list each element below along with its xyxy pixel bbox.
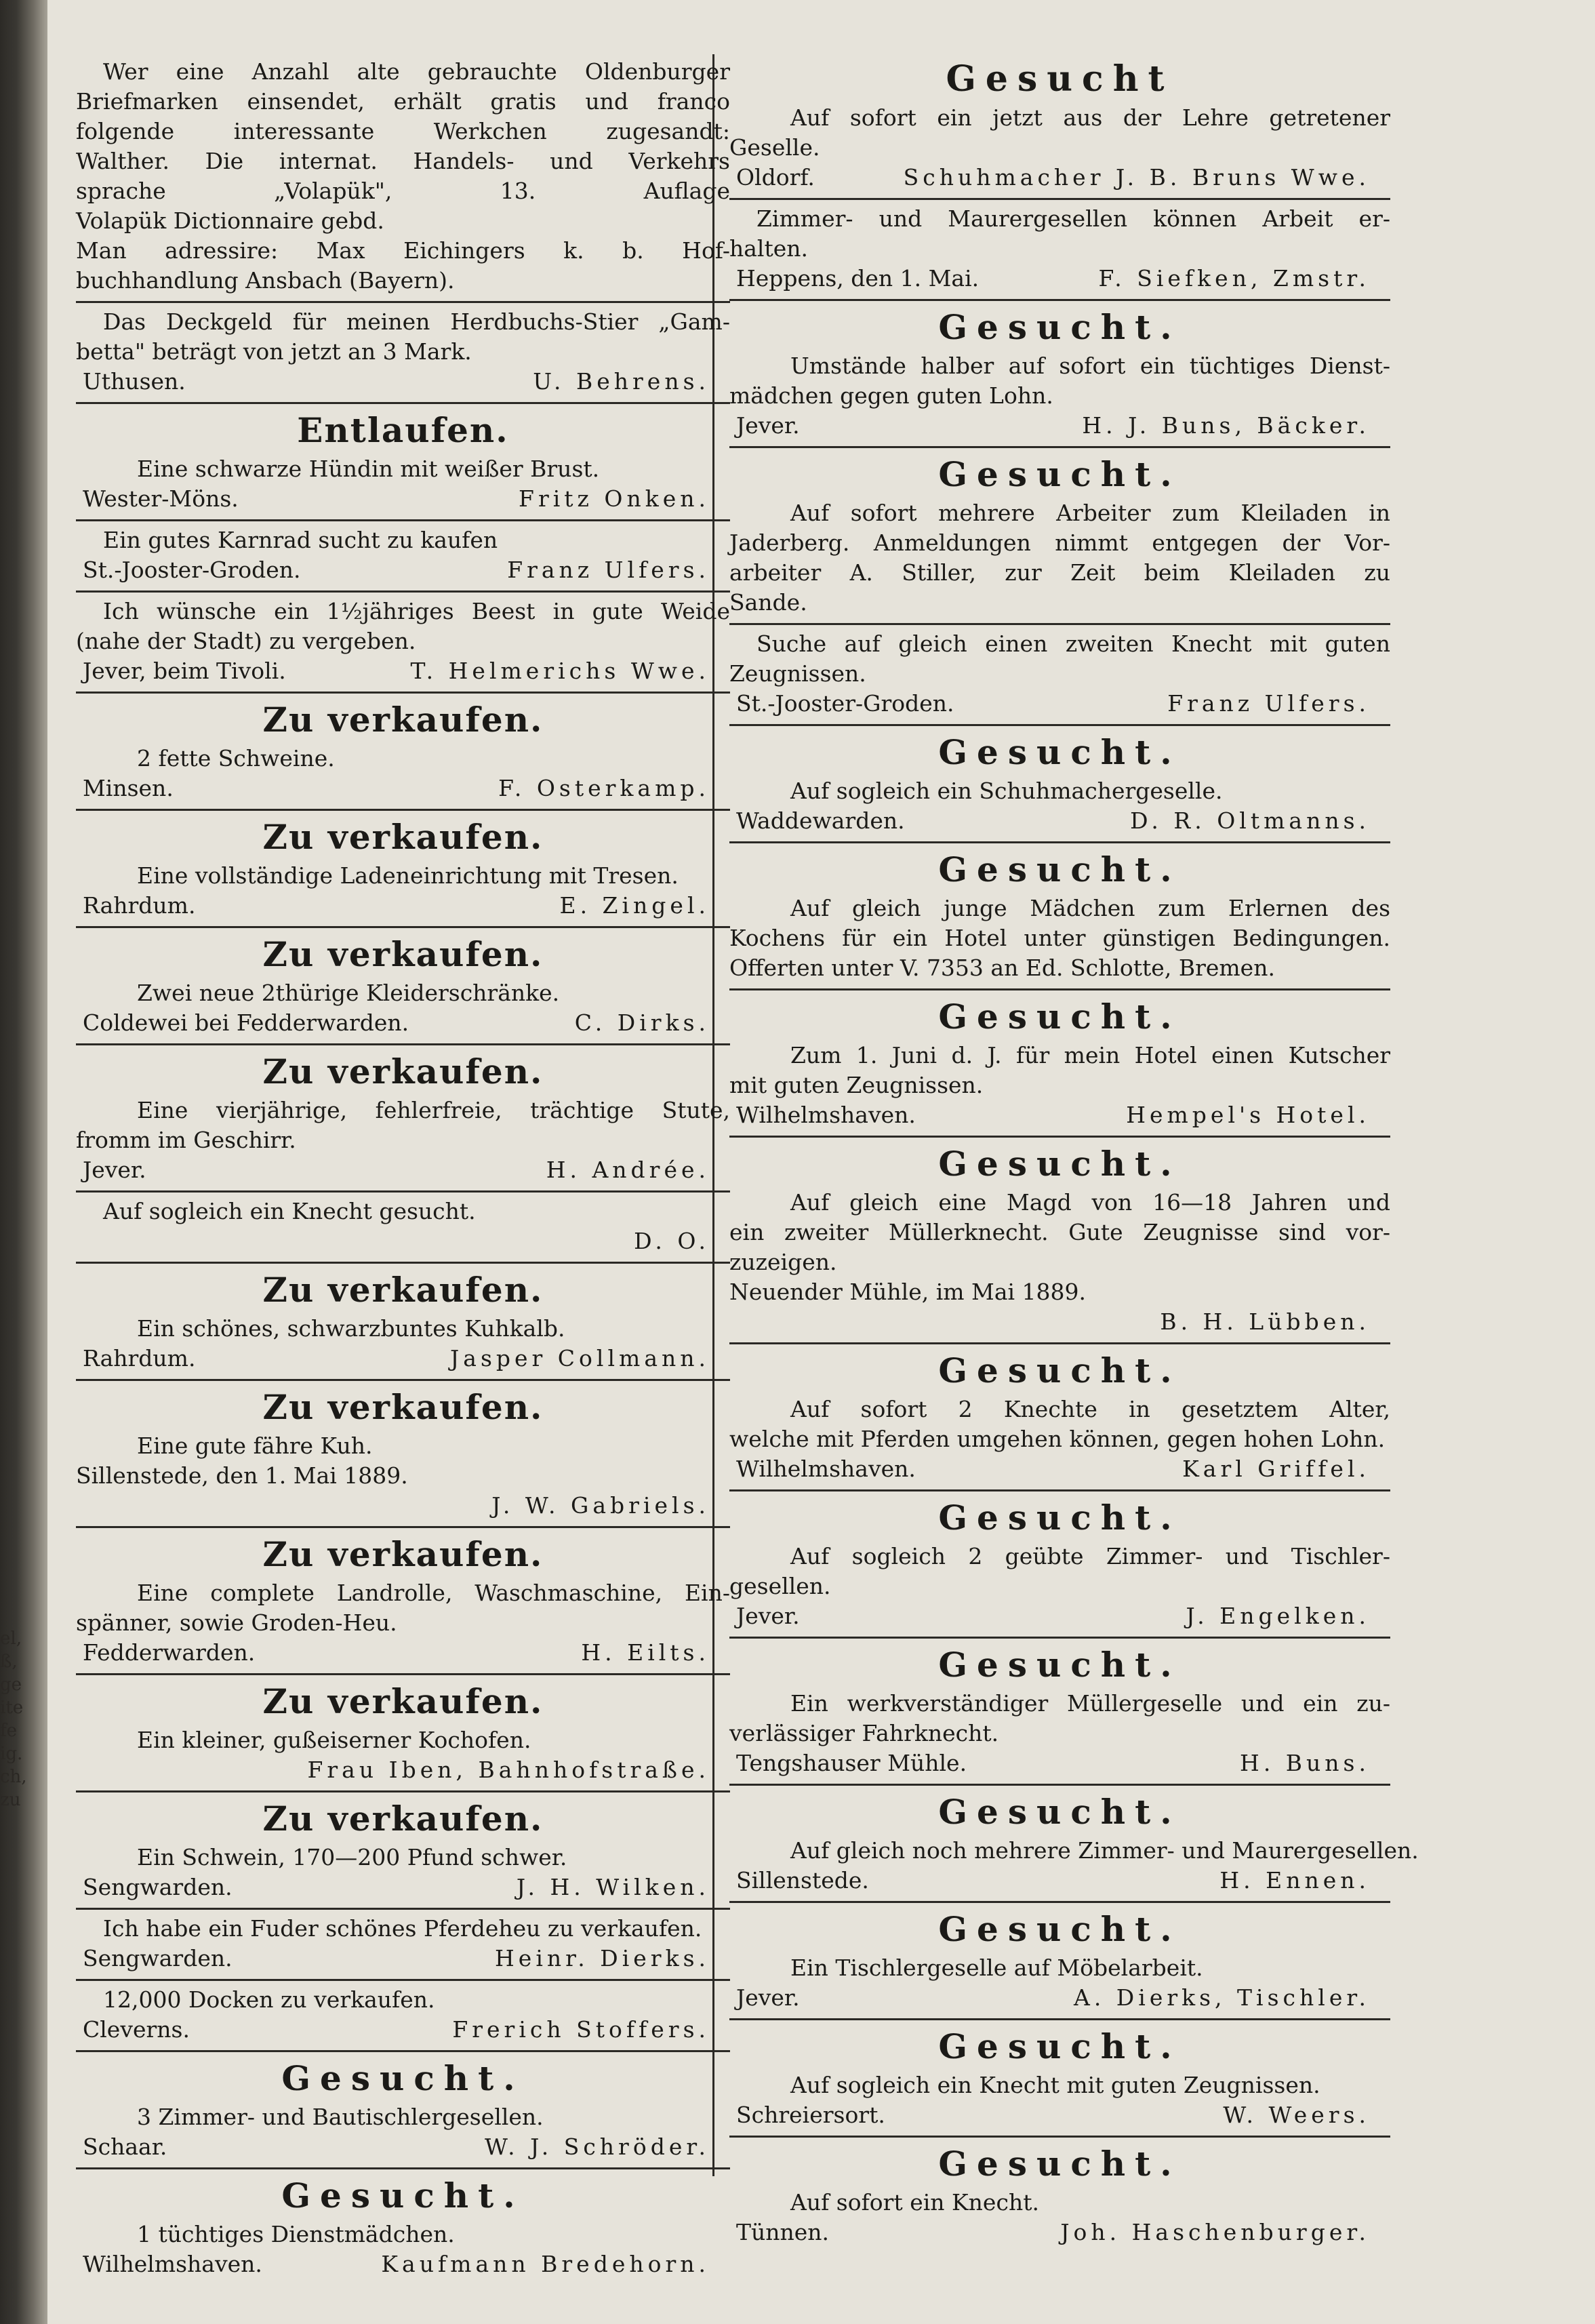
left-edge-fragments bbox=[0, 1627, 45, 2305]
ad-signer: H. Buns. bbox=[1240, 1750, 1370, 1776]
ad-signature bbox=[76, 1226, 730, 1256]
ad-text-line: verlässiger Fahrknecht. bbox=[729, 1720, 999, 1746]
advertisement bbox=[76, 1675, 730, 1792]
ad-place: Sillenstede. bbox=[736, 1867, 869, 1894]
ad-signature bbox=[729, 264, 1390, 294]
ad-signer: J. W. Gabriels. bbox=[491, 1492, 710, 1519]
ad-heading: Zu verkaufen. bbox=[262, 1681, 544, 1721]
advertisement bbox=[76, 928, 730, 1045]
ad-signer: F. Osterkamp. bbox=[498, 775, 710, 801]
ad-signature bbox=[76, 1638, 730, 1668]
ad-text-line: Eine vierjährige, fehlerfreie, trächtige Stute, bbox=[137, 1097, 730, 1123]
ad-signer: Frau Iben, Bahnhofstraße. bbox=[307, 1757, 710, 1783]
ad-heading: Gesucht. bbox=[938, 849, 1182, 889]
ad-text-line: 3 Zimmer- und Bautischlergesellen. bbox=[137, 2104, 544, 2130]
ad-signer: Heinr. Dierks. bbox=[495, 1945, 710, 1971]
ad-text-line: Sillenstede, den 1. Mai 1889. bbox=[76, 1462, 408, 1489]
ad-heading: Zu verkaufen. bbox=[262, 1534, 544, 1574]
ad-text-line: arbeiter A. Stiller, zur Zeit beim Kleiladen zu bbox=[729, 559, 1390, 586]
left-column bbox=[76, 53, 730, 2285]
ad-text-line: Auf sofort ein Knecht. bbox=[790, 2189, 1039, 2216]
ad-heading: Gesucht. bbox=[938, 1350, 1182, 1390]
advertisement bbox=[729, 990, 1390, 1138]
ad-text-line: spänner, sowie Groden-Heu. bbox=[76, 1609, 397, 1636]
ad-signature bbox=[729, 689, 1390, 719]
ad-place: Schreiersort. bbox=[736, 2102, 885, 2128]
ad-text-line: Auf gleich eine Magd von 16—18 Jahren und bbox=[790, 1189, 1390, 1216]
ad-signer: J. H. Wilken. bbox=[516, 1874, 710, 1900]
ad-text-line: buchhandlung Ansbach (Bayern). bbox=[76, 267, 455, 294]
ad-place: Rahrdum. bbox=[83, 1345, 196, 1371]
advertisement bbox=[729, 301, 1390, 448]
ad-signature bbox=[729, 1100, 1390, 1130]
ad-text-line: Das Deckgeld für meinen Herdbuchs-Stier „Gam- bbox=[103, 308, 730, 335]
ad-text-line: 1 tüchtiges Dienstmädchen. bbox=[137, 2221, 455, 2247]
ad-text-line: 2 fette Schweine. bbox=[137, 745, 335, 772]
advertisement bbox=[76, 694, 730, 811]
ad-place: Jever. bbox=[736, 1603, 800, 1629]
advertisement bbox=[729, 625, 1390, 726]
advertisement bbox=[729, 1639, 1390, 1786]
ad-heading: Gesucht bbox=[946, 58, 1174, 100]
ad-text-line: Man adressire: Max Eichingers k. b. Hof- bbox=[76, 237, 730, 264]
ad-text-line: Umstände halber auf sofort ein tüchtiges Dienst- bbox=[790, 353, 1390, 379]
ad-place: Schaar. bbox=[83, 2133, 167, 2160]
ad-signature bbox=[729, 1454, 1390, 1484]
ad-heading: Gesucht. bbox=[281, 2058, 525, 2098]
advertisement bbox=[729, 2020, 1390, 2138]
ad-heading: Gesucht. bbox=[938, 1792, 1182, 1832]
ad-text-line: Briefmarken einsendet, erhält gratis und franco bbox=[76, 88, 730, 115]
advertisement bbox=[76, 521, 730, 593]
ad-text-line: sprache „Volapük", 13. Auflage bbox=[76, 178, 730, 204]
ad-signature bbox=[76, 1944, 730, 1974]
ad-signer: Karl Griffel. bbox=[1182, 1456, 1370, 1482]
ad-text-line: betta" beträgt von jetzt an 3 Mark. bbox=[76, 338, 472, 365]
ad-signature bbox=[729, 1748, 1390, 1778]
ad-text-line: Ein Tischlergeselle auf Möbelarbeit. bbox=[790, 1955, 1203, 1981]
ad-heading: Zu verkaufen. bbox=[262, 700, 544, 740]
ad-place: St.-Jooster-Groden. bbox=[736, 690, 954, 717]
advertisement bbox=[729, 726, 1390, 843]
ad-signer: H. Eilts. bbox=[581, 1639, 710, 1666]
ad-place: Rahrdum. bbox=[83, 892, 196, 919]
advertisement bbox=[729, 2138, 1390, 2253]
ad-signature bbox=[76, 891, 730, 921]
ad-place: Wester-Möns. bbox=[83, 485, 239, 512]
ad-signature bbox=[76, 367, 730, 397]
ad-heading: Entlaufen. bbox=[297, 410, 509, 450]
ad-text-line: welche mit Pferden umgehen können, gegen hohen Lohn. bbox=[729, 1426, 1386, 1452]
ad-place: Waddewarden. bbox=[736, 807, 905, 834]
ad-place: Oldorf. bbox=[736, 164, 815, 191]
ad-signer: Franz Ulfers. bbox=[507, 557, 710, 583]
edge-fragment: ig. bbox=[0, 1744, 23, 1764]
advertisement bbox=[76, 1910, 730, 1981]
ad-text-line: Auf sogleich ein Schuhmachergeselle. bbox=[790, 778, 1223, 804]
ad-signer: Fritz Onken. bbox=[519, 485, 710, 512]
ad-text-line: mädchen gegen guten Lohn. bbox=[729, 382, 1053, 409]
ad-text-line: Zum 1. Juni d. J. für mein Hotel einen Kutscher bbox=[790, 1042, 1390, 1068]
ad-place: Jever, beim Tivoli. bbox=[83, 658, 286, 684]
advertisement bbox=[76, 2052, 730, 2169]
ad-text-line: Ich wünsche ein 1½jähriges Beest in gute Weide bbox=[103, 598, 730, 624]
ad-place: Jever. bbox=[736, 1984, 800, 2011]
ad-place: Wilhelmshaven. bbox=[736, 1102, 916, 1128]
ad-text-line: Eine vollständige Ladeneinrichtung mit Tresen. bbox=[137, 862, 679, 889]
advertisement bbox=[76, 53, 730, 303]
edge-fragment: ch, bbox=[0, 1767, 27, 1787]
ad-heading: Zu verkaufen. bbox=[262, 817, 544, 857]
ad-signature bbox=[76, 2249, 730, 2279]
ad-text-line: Auf sofort ein jetzt aus der Lehre getretener bbox=[790, 104, 1390, 131]
ad-text-line: Kochens für ein Hotel unter günstigen Bedingungen. bbox=[729, 925, 1390, 951]
ad-heading: Zu verkaufen. bbox=[262, 1799, 544, 1839]
ad-place bbox=[301, 1755, 308, 1785]
ad-signer: H. J. Buns, Bäcker. bbox=[1082, 412, 1370, 439]
advertisement bbox=[729, 448, 1390, 625]
ad-text-line: 12,000 Docken zu verkaufen. bbox=[103, 1986, 435, 2013]
ad-signature bbox=[76, 555, 730, 585]
ad-heading: Gesucht. bbox=[938, 732, 1182, 772]
ad-heading: Gesucht. bbox=[938, 1498, 1182, 1538]
ad-text-line: Ein kleiner, gußeiserner Kochofen. bbox=[137, 1727, 531, 1753]
ad-text-line: folgende interessante Werkchen zugesandt: bbox=[76, 118, 730, 144]
ad-signature bbox=[76, 1155, 730, 1185]
ad-text-line: fromm im Geschirr. bbox=[76, 1127, 296, 1153]
ad-text-line: Ein gutes Karnrad sucht zu kaufen bbox=[103, 527, 498, 553]
ad-signer: D. O. bbox=[634, 1228, 710, 1254]
ad-heading: Gesucht. bbox=[938, 307, 1182, 347]
ad-heading: Gesucht. bbox=[938, 2026, 1182, 2066]
advertisement bbox=[76, 811, 730, 928]
ad-signature bbox=[729, 806, 1390, 836]
edge-fragment: ß, bbox=[0, 1651, 18, 1672]
advertisement bbox=[76, 1264, 730, 1381]
ad-text-line: Volapük Dictionnaire gebd. bbox=[76, 207, 384, 234]
ad-signer: U. Behrens. bbox=[533, 368, 710, 395]
advertisement bbox=[76, 593, 730, 694]
advertisement bbox=[76, 1193, 730, 1264]
advertisement bbox=[76, 404, 730, 521]
ad-text-line: Walther. Die internat. Handels- und Verkehrs bbox=[76, 148, 730, 174]
ad-place bbox=[627, 1226, 634, 1256]
advertisement bbox=[729, 53, 1390, 200]
ad-signature bbox=[76, 484, 730, 514]
ad-place: Jever. bbox=[83, 1157, 146, 1183]
ad-text-line: Auf sogleich ein Knecht mit guten Zeugnissen. bbox=[790, 2072, 1320, 2098]
ad-signature bbox=[729, 1983, 1390, 2013]
ad-signer: F. Siefken, Zmstr. bbox=[1098, 265, 1370, 292]
ad-heading: Gesucht. bbox=[938, 1645, 1182, 1685]
ad-heading: Gesucht. bbox=[938, 997, 1182, 1037]
ad-signer: J. Engelken. bbox=[1186, 1603, 1370, 1629]
ad-signature bbox=[76, 1344, 730, 1374]
ad-text-line: mit guten Zeugnissen. bbox=[729, 1072, 984, 1098]
ad-text-line: Eine gute fähre Kuh. bbox=[137, 1433, 373, 1459]
ad-signer: H. Ennen. bbox=[1219, 1867, 1370, 1894]
advertisement bbox=[729, 1491, 1390, 1639]
ad-text-line: Eine schwarze Hündin mit weißer Brust. bbox=[137, 456, 600, 482]
ad-signature bbox=[729, 2100, 1390, 2130]
ad-signature bbox=[729, 1866, 1390, 1896]
ad-place: Tengshauser Mühle. bbox=[736, 1750, 967, 1776]
ad-signature bbox=[76, 1755, 730, 1785]
advertisement bbox=[76, 1528, 730, 1675]
ad-place: Sengwarden. bbox=[83, 1945, 233, 1971]
ad-place: Heppens, den 1. Mai. bbox=[736, 265, 980, 292]
advertisement bbox=[729, 200, 1390, 301]
ad-text-line: Auf sofort 2 Knechte in gesetztem Alter, bbox=[790, 1396, 1390, 1422]
ad-text-line: gesellen. bbox=[729, 1573, 831, 1599]
ad-signer: T. Helmerichs Wwe. bbox=[410, 658, 710, 684]
ad-signature bbox=[76, 1872, 730, 1902]
ad-place: Coldewei bei Fedderwarden. bbox=[83, 1009, 409, 1036]
ad-place bbox=[1153, 1307, 1160, 1337]
ad-text-line: Ich habe ein Fuder schönes Pferdeheu zu verkaufen. bbox=[103, 1915, 702, 1942]
ad-place: Minsen. bbox=[83, 775, 174, 801]
advertisement bbox=[76, 1981, 730, 2052]
ad-signer: Schuhmacher J. B. Bruns Wwe. bbox=[903, 164, 1370, 191]
advertisement bbox=[729, 1786, 1419, 1903]
ad-signature bbox=[729, 411, 1390, 441]
edge-fragment: fe bbox=[0, 1721, 18, 1741]
ad-heading: Gesucht. bbox=[281, 2176, 525, 2216]
advertisement bbox=[76, 1381, 730, 1528]
ad-place bbox=[485, 1491, 491, 1521]
ad-text-line: Offerten unter V. 7353 an Ed. Schlotte, Bremen. bbox=[729, 955, 1275, 981]
right-column bbox=[729, 53, 1419, 2253]
edge-fragment: zu bbox=[0, 1790, 21, 1810]
ad-text-line: Wer eine Anzahl alte gebrauchte Oldenburger bbox=[103, 58, 730, 85]
ad-text-line: Ein schönes, schwarzbuntes Kuhkalb. bbox=[137, 1315, 565, 1342]
ad-signature bbox=[76, 656, 730, 686]
ad-signature bbox=[76, 2132, 730, 2162]
ad-heading: Zu verkaufen. bbox=[262, 934, 544, 974]
ad-text-line: Eine complete Landrolle, Waschmaschine, Ein- bbox=[137, 1580, 730, 1606]
ad-signer: Jasper Collmann. bbox=[450, 1345, 710, 1371]
ad-signer: Frerich Stoffers. bbox=[452, 2016, 710, 2043]
ad-text-line: Auf sogleich ein Knecht gesucht. bbox=[103, 1198, 476, 1224]
ad-text-line: Geselle. bbox=[729, 134, 820, 161]
edge-fragment: ite bbox=[0, 1698, 24, 1718]
ad-text-line: (nahe der Stadt) zu vergeben. bbox=[76, 628, 416, 654]
ad-signer: W. Weers. bbox=[1223, 2102, 1370, 2128]
ad-text-line: Neuender Mühle, im Mai 1889. bbox=[729, 1279, 1087, 1305]
ad-heading: Zu verkaufen. bbox=[262, 1270, 544, 1310]
ad-signature bbox=[76, 1008, 730, 1038]
ad-signer: E. Zingel. bbox=[559, 892, 710, 919]
ad-text-line: Jaderberg. Anmeldungen nimmt entgegen der Vor- bbox=[729, 529, 1390, 556]
advertisement bbox=[729, 1138, 1390, 1344]
edge-fragment: el, bbox=[0, 1628, 22, 1649]
ad-text-line: Ein werkverständiger Müllergeselle und ein zu- bbox=[790, 1690, 1390, 1717]
ad-text-line: Zwei neue 2thürige Kleiderschränke. bbox=[137, 980, 560, 1006]
ad-text-line: zuzeigen. bbox=[729, 1249, 837, 1275]
ad-signer: A. Dierks, Tischler. bbox=[1074, 1984, 1370, 2011]
ad-signer: D. R. Oltmanns. bbox=[1130, 807, 1370, 834]
ad-text-line: Auf gleich junge Mädchen zum Erlernen des bbox=[790, 895, 1390, 921]
ad-place: Cleverns. bbox=[83, 2016, 190, 2043]
ad-text-line: Zimmer- und Maurergesellen können Arbeit er- bbox=[756, 205, 1390, 232]
ad-signature bbox=[76, 774, 730, 803]
ad-place: Wilhelmshaven. bbox=[83, 2251, 262, 2277]
ad-heading: Gesucht. bbox=[938, 2144, 1182, 2184]
ad-signature bbox=[729, 1307, 1390, 1337]
advertisement bbox=[76, 2169, 730, 2285]
advertisement bbox=[729, 1903, 1390, 2020]
ad-signer: Kaufmann Bredehorn. bbox=[381, 2251, 710, 2277]
ad-place: Tünnen. bbox=[736, 2219, 830, 2245]
ad-text-line: Sande. bbox=[729, 589, 807, 616]
ad-place: Fedderwarden. bbox=[83, 1639, 256, 1666]
ad-signature bbox=[729, 2218, 1390, 2247]
advertisement bbox=[76, 1792, 730, 1910]
ad-text-line: Ein Schwein, 170—200 Pfund schwer. bbox=[137, 1844, 567, 1870]
ad-place: Jever. bbox=[736, 412, 800, 439]
edge-fragment: ge bbox=[0, 1675, 22, 1695]
ad-signature bbox=[729, 163, 1390, 193]
ad-text-line: halten. bbox=[729, 235, 809, 262]
advertisement bbox=[729, 843, 1390, 990]
ad-heading: Gesucht. bbox=[938, 1144, 1182, 1184]
ad-text-line: Zeugnissen. bbox=[729, 660, 866, 687]
ad-place: Uthusen. bbox=[83, 368, 186, 395]
ad-signature bbox=[76, 2015, 730, 2045]
ad-signer: Franz Ulfers. bbox=[1167, 690, 1370, 717]
ad-text-line: ein zweiter Müllerknecht. Gute Zeugnisse sind vor- bbox=[729, 1219, 1390, 1245]
ad-text-line: Auf sogleich 2 geübte Zimmer- und Tischler- bbox=[790, 1543, 1390, 1569]
ad-signer: Hempel's Hotel. bbox=[1126, 1102, 1370, 1128]
advertisement bbox=[729, 1344, 1390, 1491]
ad-signer: B. H. Lübben. bbox=[1160, 1308, 1370, 1335]
ad-place: Wilhelmshaven. bbox=[736, 1456, 916, 1482]
ad-place: Sengwarden. bbox=[83, 1874, 233, 1900]
ad-text-line: Auf sofort mehrere Arbeiter zum Kleiladen in bbox=[790, 500, 1390, 526]
ad-text-line: Suche auf gleich einen zweiten Knecht mit guten bbox=[756, 630, 1390, 657]
ad-signature bbox=[76, 1491, 730, 1521]
ad-signer: Joh. Haschenburger. bbox=[1060, 2219, 1370, 2245]
advertisement bbox=[76, 1045, 730, 1193]
ad-signature bbox=[729, 1601, 1390, 1631]
ad-text-line: Auf gleich noch mehrere Zimmer- und Maurergesellen. bbox=[790, 1837, 1419, 1864]
ad-signer: C. Dirks. bbox=[574, 1009, 710, 1036]
ad-signer: W. J. Schröder. bbox=[484, 2133, 710, 2160]
ad-heading: Gesucht. bbox=[938, 454, 1182, 494]
ad-heading: Zu verkaufen. bbox=[262, 1387, 544, 1427]
ad-heading: Gesucht. bbox=[938, 1909, 1182, 1949]
ad-heading: Zu verkaufen. bbox=[262, 1051, 544, 1091]
ad-signer: H. Andrée. bbox=[546, 1157, 710, 1183]
ad-place: St.-Jooster-Groden. bbox=[83, 557, 301, 583]
advertisement bbox=[76, 303, 730, 404]
